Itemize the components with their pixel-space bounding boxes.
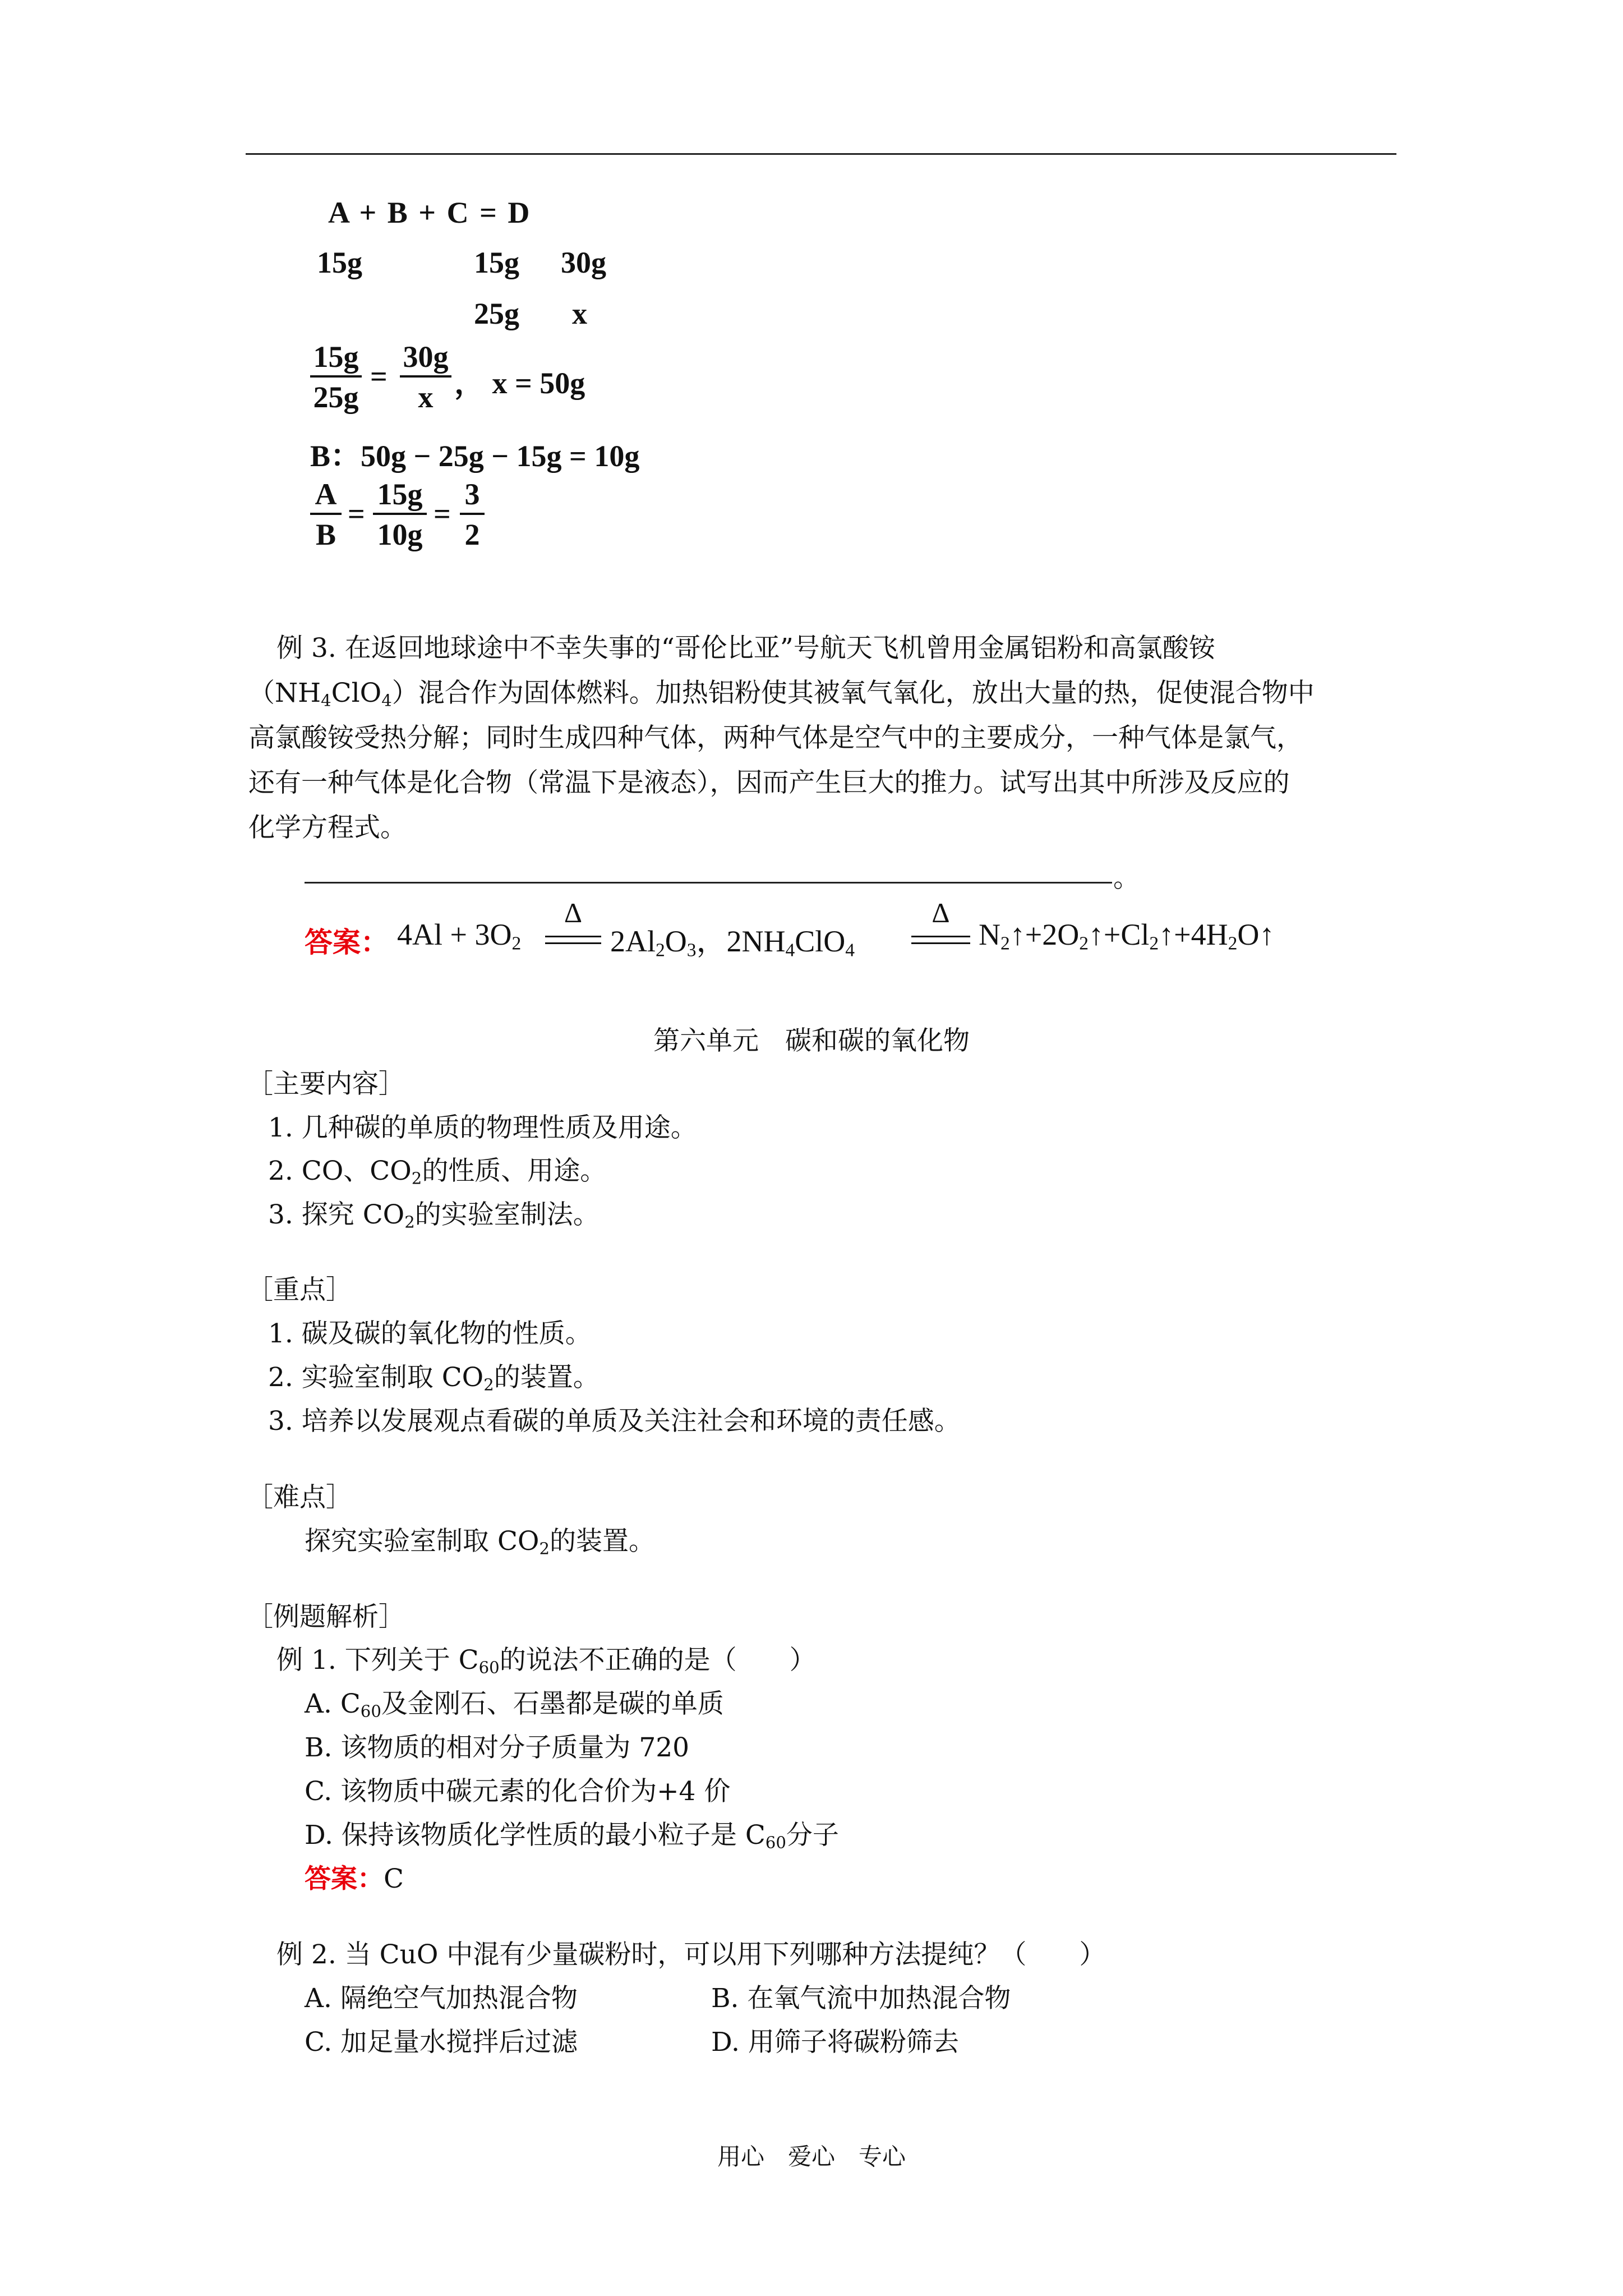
example2-question: 例 2. 当 CuO 中混有少量碳粉时，可以用下列哪种方法提纯？（ ） <box>276 1939 1106 1970</box>
key-points-item-1: 1. 碳及碳的氧化物的性质。 <box>268 1318 592 1349</box>
main-content-item-2: 2. CO、$CO_2$的性质、用途。 <box>268 1156 607 1188</box>
b-calculation: B：50g − 25g − 15g = 10g <box>310 439 640 473</box>
difficulty-heading: ［难点］ <box>247 1482 352 1513</box>
row2-c: 25g <box>474 297 519 330</box>
unit-title: 第六单元 碳和碳的氧化物 <box>653 1025 970 1056</box>
example1-question: 例 1. 下列关于 $C_{60}$的说法不正确的是（ ） <box>276 1645 816 1677</box>
main-content-item-1: 1. 几种碳的单质的物理性质及用途。 <box>268 1112 697 1143</box>
example1-option-b: B. 该物质的相对分子质量为 720 <box>305 1732 690 1763</box>
fraction-15g-25g <box>310 338 362 417</box>
fraction-numerator: 30g <box>403 340 449 374</box>
answer-equation-2-right: $N_2↑+2O_2↑+Cl_2↑+4H_2O↑$ <box>979 918 1275 954</box>
key-points-heading: ［重点］ <box>247 1274 352 1305</box>
delta-symbol: Δ <box>564 897 583 928</box>
fraction-numerator: 15g <box>313 340 359 374</box>
fraction-15g-10g <box>373 476 427 554</box>
header-rule <box>246 153 1396 155</box>
answer-blank-line <box>305 882 1112 884</box>
examples-heading: ［例题解析］ <box>247 1602 405 1632</box>
page-footer: 用心 爱心 专心 <box>717 2143 906 2170</box>
main-content-heading: ［主要内容］ <box>247 1069 405 1099</box>
key-points-item-2: 2. 实验室制取 $CO_2$的装置。 <box>268 1362 600 1395</box>
answer-equation-1-left: $4Al + 3O_2$ <box>397 918 522 954</box>
example2-option-c: C. 加足量水搅拌后过滤 <box>305 2027 578 2058</box>
condition-line <box>911 942 970 944</box>
condition-line <box>911 936 970 937</box>
condition-line <box>545 942 601 944</box>
row2-d: x <box>572 297 587 330</box>
example2-option-b: B. 在氧气流中加热混合物 <box>711 1983 1011 2014</box>
example3-line2: $(NH_4ClO_4)$混合作为固体燃料。加热铝粉使其被氧气氧化，放出大量的热，促使混合物中 <box>248 678 1315 710</box>
delta-symbol: Δ <box>932 897 950 928</box>
fraction-denominator: B <box>315 518 336 551</box>
example1-option-d: D. 保持该物质化学性质的最小粒子是 $C_{60}$分子 <box>305 1820 839 1852</box>
example2-option-d: D. 用筛子将碳粉筛去 <box>711 2027 959 2058</box>
blank-period: 。 <box>1113 863 1140 894</box>
row1-d: 30g <box>561 246 606 279</box>
fraction-denominator: x <box>418 380 434 414</box>
equals-sign: = <box>348 497 365 531</box>
main-content-item-3: 3. 探究 $CO_2$的实验室制法。 <box>268 1199 600 1232</box>
example3-line1: 例 3. 在返回地球途中不幸失事的“哥伦比亚”号航天飞机曾用金属铝粉和高氯酸铵 <box>276 633 1215 664</box>
condition-line <box>545 936 601 937</box>
equation-line: A + B + C = D <box>328 196 530 229</box>
fraction-numerator: A <box>315 477 337 511</box>
x-result: ， x = 50g <box>454 366 585 400</box>
answer-label: 答案： <box>305 926 389 959</box>
equals-sign: = <box>434 497 451 531</box>
formula-nh4clo4: （$NH_4ClO_4$ <box>248 678 392 710</box>
row1-c: 15g <box>474 246 519 279</box>
fraction-30g-x <box>400 338 451 417</box>
row1-a: 15g <box>317 246 362 279</box>
fraction-3-2 <box>460 476 485 554</box>
fraction-denominator: 25g <box>313 380 359 414</box>
example3-line4: 还有一种气体是化合物（常温下是液态），因而产生巨大的推力。试写出其中所涉及反应的 <box>248 767 1290 798</box>
example1-option-a: A. $C_{60}$及金刚石、石墨都是碳的单质 <box>305 1688 724 1721</box>
example3-line3: 高氯酸铵受热分解；同时生成四种气体，两种气体是空气中的主要成分，一种气体是氯气， <box>248 723 1303 753</box>
fraction-denominator: 10g <box>377 518 423 551</box>
example1-answer: 答案：C <box>305 1864 404 1894</box>
equals-sign: = <box>370 360 388 393</box>
fraction-numerator: 15g <box>377 477 423 511</box>
answer-equation-1-right: $2Al_2O_3$，$2NH_4ClO_4$ <box>610 924 855 961</box>
difficulty-text: 探究实验室制取 $CO_2$的装置。 <box>305 1526 655 1558</box>
fraction-a-b <box>310 476 342 554</box>
example1-option-c: C. 该物质中碳元素的化合价为+4 价 <box>305 1776 731 1807</box>
fraction-numerator: 3 <box>464 477 480 511</box>
fraction-denominator: 2 <box>464 518 480 551</box>
example2-option-a: A. 隔绝空气加热混合物 <box>305 1983 578 2014</box>
example3-line5: 化学方程式。 <box>248 812 407 843</box>
key-points-item-3: 3. 培养以发展观点看碳的单质及关注社会和环境的责任感。 <box>268 1406 961 1437</box>
